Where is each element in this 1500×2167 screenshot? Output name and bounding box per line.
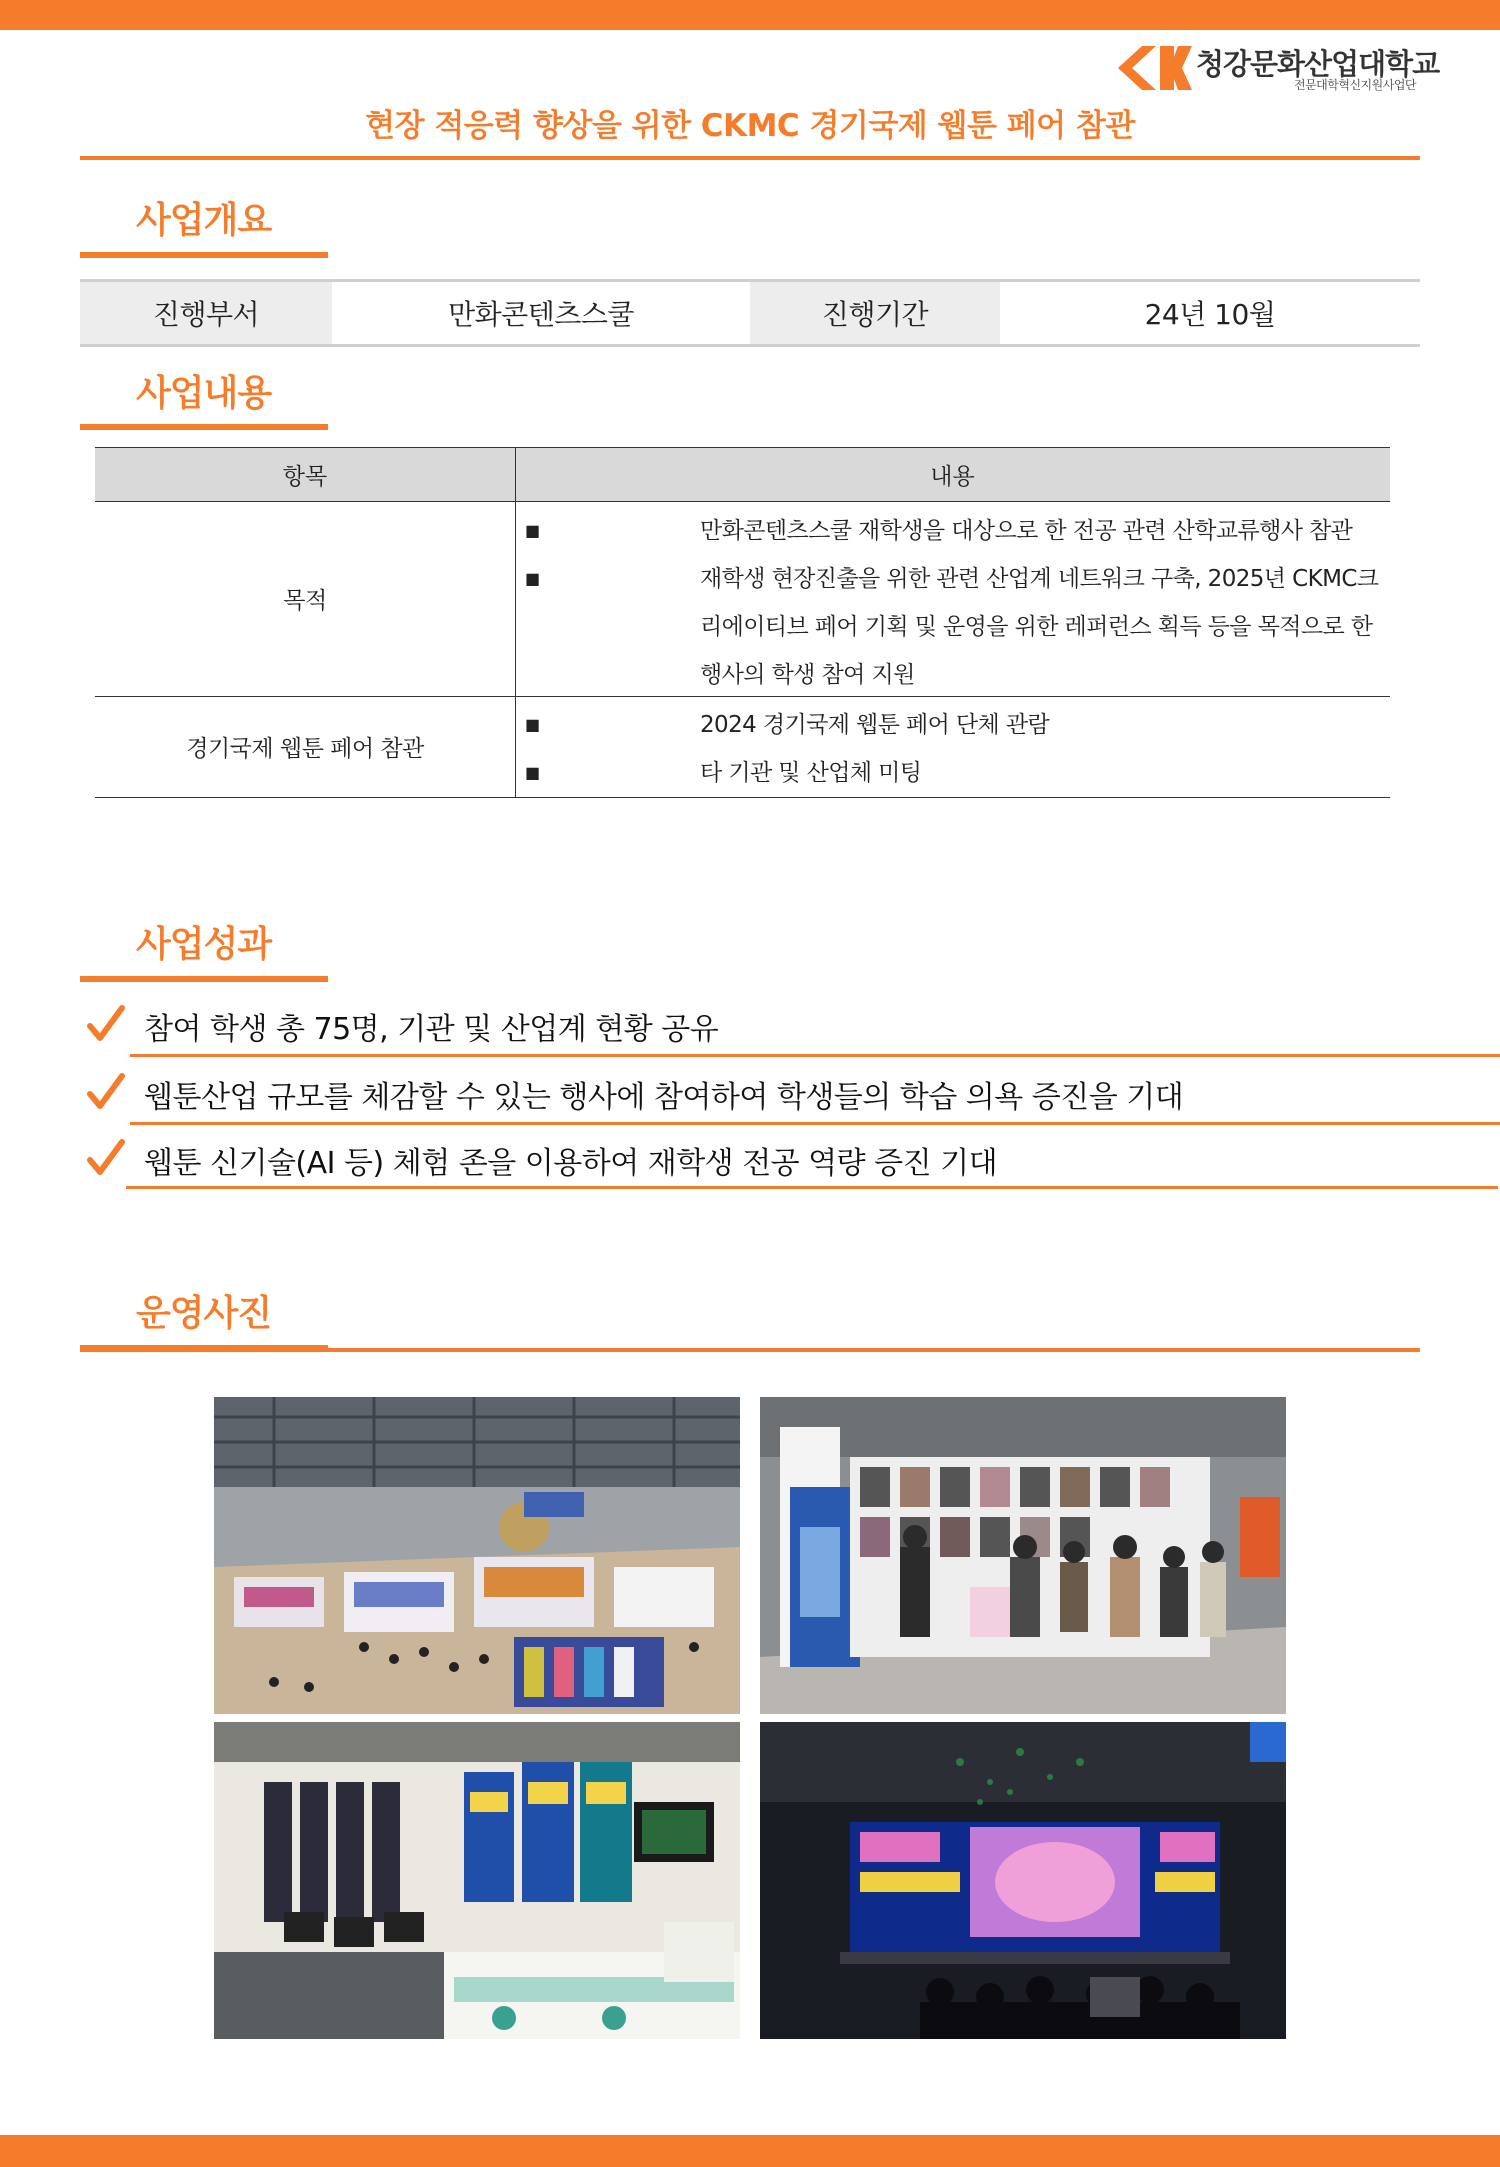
- checkmark-icon: [86, 1138, 126, 1178]
- table-rule: [95, 797, 1390, 798]
- table-column-divider: [515, 447, 516, 798]
- dept-value: 만화콘텐츠스쿨: [448, 298, 634, 331]
- list-item: ■ 재학생 현장진출을 위한 관련 산업계 네트워크 구축, 2025년 CKMC크리에이티브 페어 기획 및 운영을 위한 레퍼런스 획득 등을 목적으로 한 행사의 학생 참여 지원: [525, 555, 1385, 699]
- section-underline: [80, 976, 328, 982]
- ck-logo-icon: [1112, 42, 1196, 94]
- checkmark-icon: [86, 1072, 126, 1112]
- title-divider: [80, 156, 1420, 160]
- section-underline: [80, 252, 328, 258]
- bullet-square-icon: ■: [525, 569, 541, 588]
- period-value: 24년 10월: [1144, 298, 1276, 331]
- section-underline: [80, 424, 328, 430]
- column-header-item: 항목: [282, 463, 328, 490]
- section-title-photos: 운영사진: [136, 1293, 272, 1334]
- overview-table: [80, 279, 1420, 347]
- photo-booth-students: [760, 1397, 1286, 1714]
- result-item: 참여 학생 총 75명, 기관 및 산업계 현황 공유: [86, 1002, 1416, 1062]
- section-title-overview: 사업개요: [136, 200, 272, 241]
- logo-name: 청강문화산업대학교: [1196, 47, 1440, 81]
- list-item: ■ 만화콘텐츠스쿨 재학생을 대상으로 한 전공 관련 산학교류행사 참관: [525, 507, 1385, 555]
- section-title-content: 사업내용: [136, 373, 272, 414]
- section-underline-accent: [80, 1345, 328, 1352]
- result-underline: [126, 1186, 1498, 1189]
- table-rule: [95, 447, 1390, 448]
- list-item: ■ 타 기관 및 산업체 미팅: [525, 749, 1385, 797]
- list-item: ■ 2024 경기국제 웹툰 페어 단체 관람: [525, 701, 1385, 749]
- row-label-visit: 경기국제 웹툰 페어 참관: [186, 736, 424, 762]
- photo-exhibition-hall: [214, 1397, 740, 1714]
- column-header-content: 내용: [930, 463, 975, 490]
- logo-subtitle: 전문대학혁신지원사업단: [1294, 78, 1417, 92]
- bullet-square-icon: ■: [525, 715, 541, 734]
- bullet-square-icon: ■: [525, 763, 541, 782]
- university-logo: [1112, 40, 1440, 96]
- result-underline: [130, 1122, 1500, 1125]
- document-title: 현장 적응력 향상을 위한 CKMC 경기국제 웹툰 페어 참관: [365, 108, 1135, 144]
- result-item: 웹툰 신기술(AI 등) 체험 존을 이용하여 재학생 전공 역량 증진 기대: [86, 1136, 1416, 1196]
- section-title-results: 사업성과: [136, 924, 272, 965]
- result-underline: [130, 1054, 1500, 1057]
- row-label-purpose: 목적: [283, 588, 327, 614]
- bullet-square-icon: ■: [525, 521, 541, 540]
- top-accent-bar: [0, 0, 1500, 30]
- dept-label: 진행부서: [80, 282, 332, 344]
- photo-school-booth: [214, 1722, 740, 2039]
- content-table: [95, 447, 1390, 798]
- checkmark-icon: [86, 1004, 126, 1044]
- photo-main-stage: [760, 1722, 1286, 2039]
- bottom-accent-bar: [0, 2135, 1500, 2167]
- result-item: 웹툰산업 규모를 체감할 수 있는 행사에 참여하여 학생들의 학습 의욕 증진을 기대: [86, 1070, 1416, 1130]
- period-label: 진행기간: [750, 282, 1000, 344]
